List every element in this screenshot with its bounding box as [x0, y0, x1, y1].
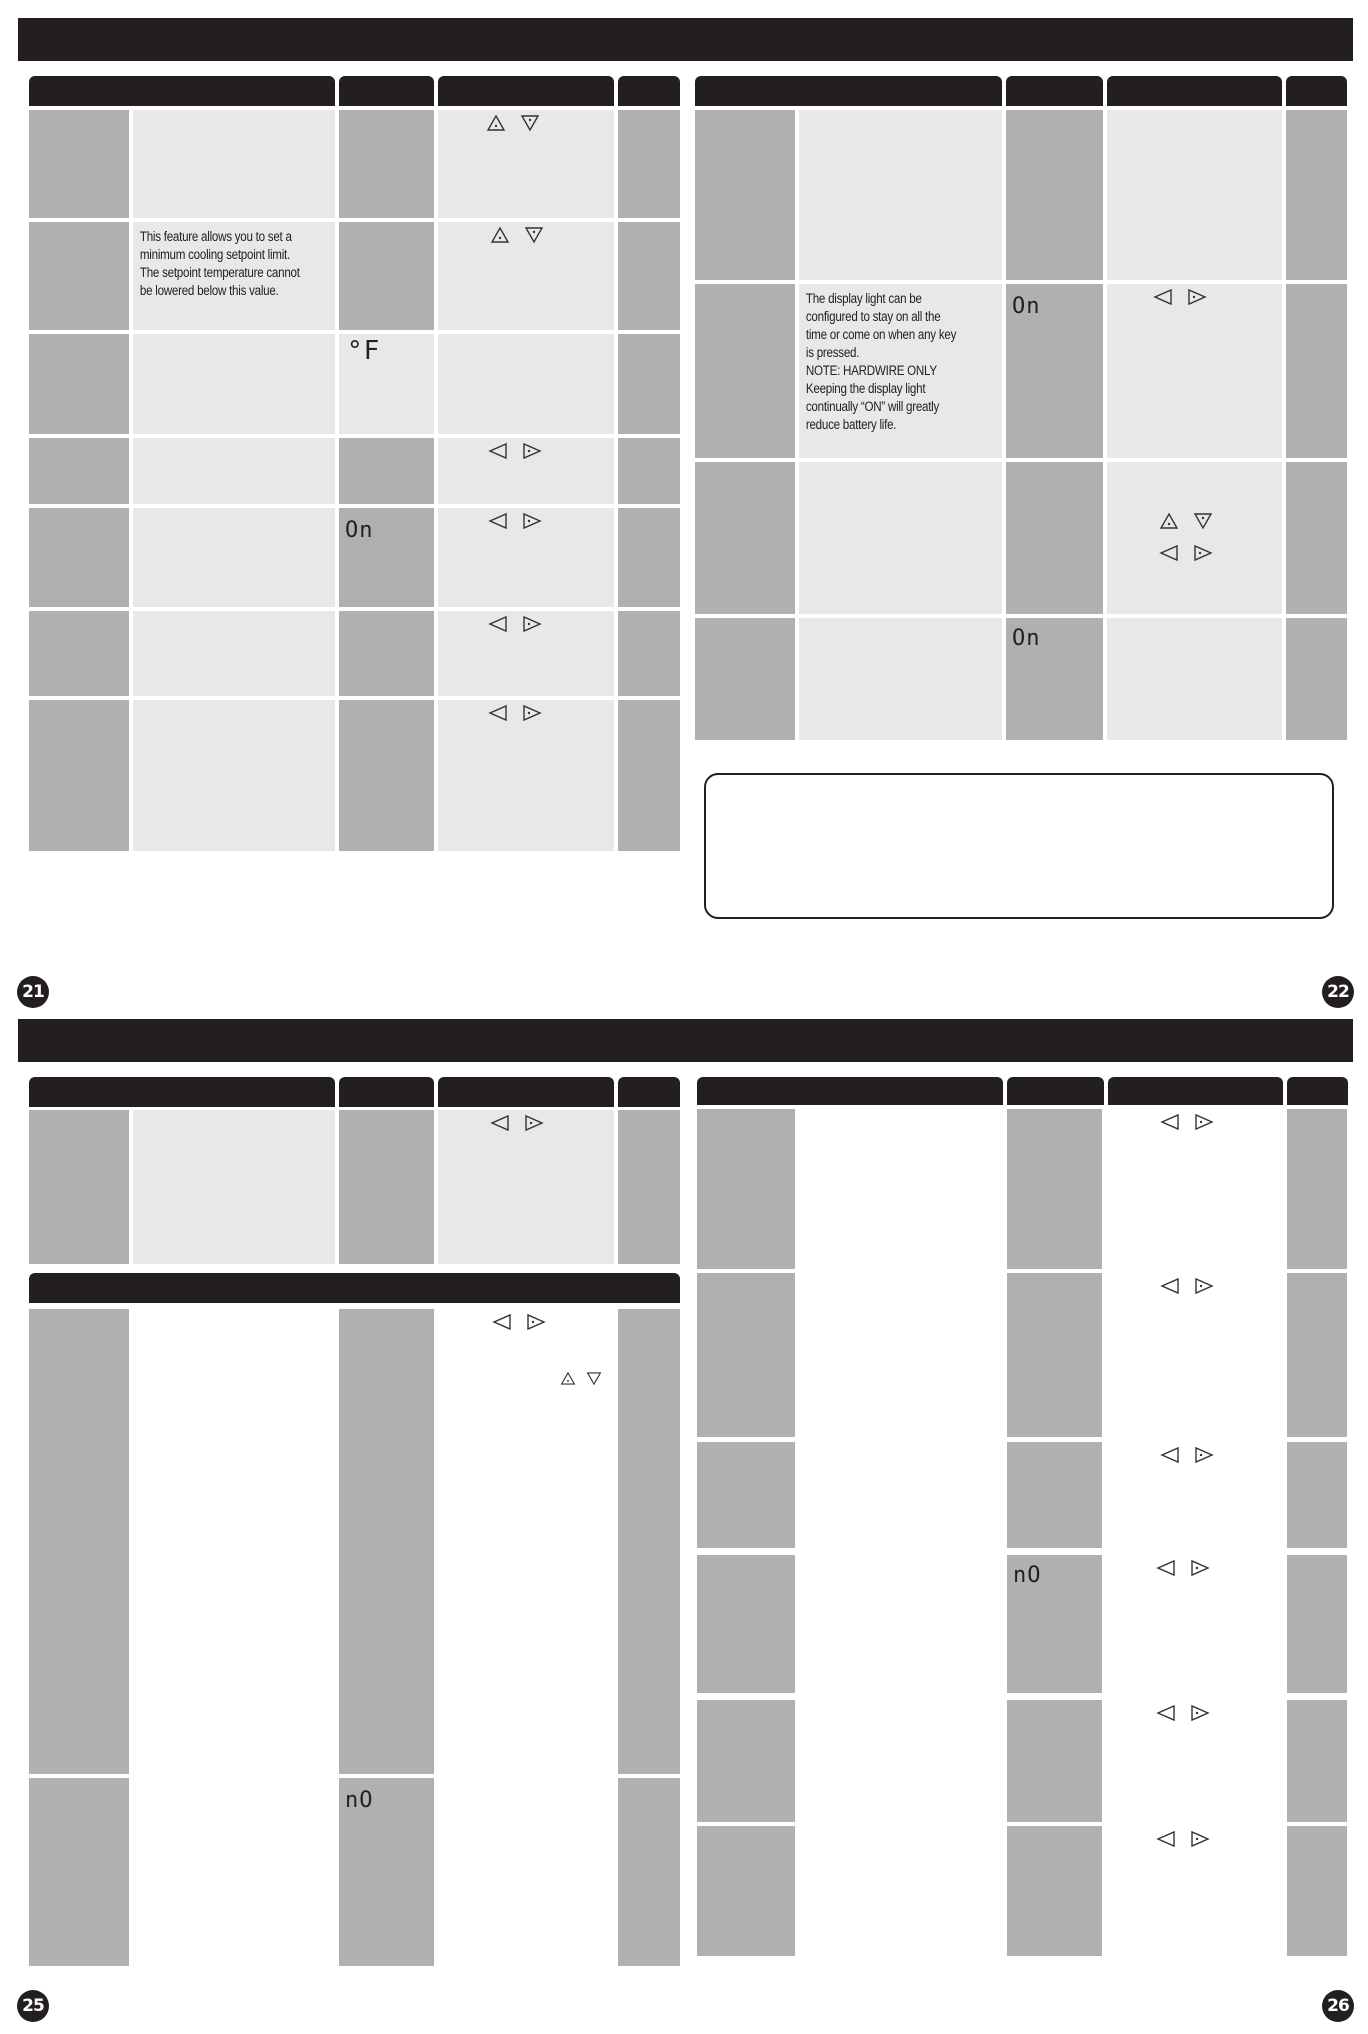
left-triangle-icon	[1159, 544, 1179, 562]
key-icons	[1159, 544, 1213, 562]
table-row-display	[339, 508, 434, 607]
table-header-col1	[695, 76, 1002, 106]
right-triangle-icon	[522, 704, 542, 722]
lcd-no: nO	[1013, 1563, 1042, 1588]
table-header-col2	[339, 76, 434, 106]
table-row-label	[695, 110, 795, 280]
right-triangle-icon	[522, 512, 542, 530]
key-icons	[1160, 1277, 1214, 1295]
key-icons	[488, 615, 542, 633]
left-triangle-icon	[490, 1114, 510, 1132]
table-row-label	[29, 110, 129, 218]
right-triangle-icon	[1187, 288, 1207, 306]
table-row-default	[1286, 284, 1347, 458]
table-row-display	[1006, 284, 1103, 458]
table-row-label	[697, 1442, 795, 1548]
lcd-no: nO	[345, 1788, 374, 1813]
table-row-default	[618, 438, 680, 504]
page-number: 22	[1322, 976, 1354, 1008]
table-row-display	[339, 222, 434, 330]
up-triangle-icon	[1159, 512, 1179, 530]
lcd-on: On	[1012, 294, 1041, 319]
table-header-col3	[438, 1077, 614, 1107]
table-row-label	[29, 1110, 129, 1264]
table-row-display	[1006, 462, 1103, 614]
up-triangle-icon	[486, 114, 506, 132]
table-row-display	[1006, 618, 1103, 740]
key-icons	[490, 1114, 544, 1132]
table-row-description	[133, 334, 335, 434]
bottom-title-band	[18, 1019, 1353, 1062]
table-row-display	[1007, 1555, 1102, 1693]
table-row-label	[695, 462, 795, 614]
section-header-bar	[29, 1273, 680, 1303]
left-triangle-icon	[488, 704, 508, 722]
right-triangle-icon	[524, 1114, 544, 1132]
display-light-description	[799, 284, 1011, 440]
key-icons	[492, 1313, 546, 1331]
table-row-description	[799, 618, 1002, 740]
table-row-default	[618, 222, 680, 330]
table-row-description	[133, 438, 335, 504]
table-row-display	[339, 700, 434, 851]
table-row-default	[1286, 618, 1347, 740]
table-row-default	[618, 700, 680, 851]
left-triangle-icon	[1156, 1704, 1176, 1722]
desc-line: is pressed.	[805, 345, 860, 360]
table-row-description	[799, 284, 1002, 458]
down-triangle-icon	[520, 114, 540, 132]
top-title-band	[18, 18, 1353, 61]
table-row-keys	[1107, 284, 1282, 458]
table-row-label	[29, 334, 129, 434]
page-number: 26	[1322, 1990, 1354, 2022]
key-icons	[488, 512, 542, 530]
table-row-keys	[1107, 462, 1282, 614]
table-row-label	[29, 438, 129, 504]
desc-line: time or come on when any key	[805, 327, 957, 342]
table-header-col1	[29, 76, 335, 106]
table-row-keys	[1107, 110, 1282, 280]
table-row-description	[133, 222, 335, 330]
table-row-label	[695, 618, 795, 740]
table-header-col2	[1006, 76, 1103, 106]
right-triangle-icon	[522, 442, 542, 460]
desc-line: NOTE: HARDWIRE ONLY	[805, 363, 937, 378]
table-header-col4	[618, 76, 680, 106]
key-icons	[488, 442, 542, 460]
right-triangle-icon	[1194, 1277, 1214, 1295]
table-header-col1	[697, 1077, 1003, 1105]
table-row-label	[697, 1826, 795, 1956]
table-row-label	[697, 1109, 795, 1269]
desc-line: reduce battery life.	[805, 417, 897, 432]
table-row-keys	[438, 1309, 614, 1774]
lcd-on: On	[1012, 626, 1041, 651]
table-row-display	[339, 1309, 434, 1774]
desc-line: Keeping the display light	[805, 381, 926, 396]
right-triangle-icon	[1194, 1446, 1214, 1464]
table-row-default	[618, 611, 680, 696]
lcd-on: On	[345, 518, 374, 543]
key-icons	[560, 1371, 602, 1386]
right-triangle-icon	[526, 1313, 546, 1331]
table-row-display	[339, 1110, 434, 1264]
table-row-label	[697, 1700, 795, 1822]
down-triangle-icon	[524, 226, 544, 244]
desc-line: The display light can be	[805, 291, 922, 306]
table-row-label	[697, 1555, 795, 1693]
key-icons	[1159, 512, 1213, 530]
key-icons	[1156, 1704, 1210, 1722]
table-row-display	[339, 1778, 434, 1966]
table-row-display	[1007, 1273, 1102, 1437]
right-triangle-icon	[1190, 1830, 1210, 1848]
table-row-display	[1006, 110, 1103, 280]
table-row-display	[339, 334, 434, 434]
table-row-default	[1286, 462, 1347, 614]
table-row-default	[618, 508, 680, 607]
table-row-label	[29, 700, 129, 851]
desc-line: configured to stay on all the	[805, 309, 941, 324]
table-row-keys	[438, 110, 614, 218]
table-row-default	[1287, 1555, 1347, 1693]
page-number: 21	[17, 976, 49, 1008]
left-triangle-icon	[488, 512, 508, 530]
table-row-keys	[438, 700, 614, 851]
table-header-col4	[1287, 1077, 1348, 1105]
table-row-description	[799, 462, 1002, 614]
table-row-label	[695, 284, 795, 458]
down-triangle-icon	[1193, 512, 1213, 530]
up-triangle-icon	[490, 226, 510, 244]
table-row-display	[339, 110, 434, 218]
table-row-display	[1007, 1826, 1102, 1956]
desc-line: minimum cooling setpoint limit.	[139, 247, 290, 262]
left-triangle-icon	[1160, 1277, 1180, 1295]
table-header-col3	[1108, 1077, 1283, 1105]
table-row-default	[1287, 1109, 1347, 1269]
table-header-col2	[339, 1077, 434, 1107]
table-row-description	[133, 508, 335, 607]
table-row-keys	[438, 222, 614, 330]
table-row-label	[29, 222, 129, 330]
table-header-col4	[618, 1077, 680, 1107]
lcd-degree-f: °F	[347, 336, 381, 366]
table-row-display	[339, 438, 434, 504]
left-triangle-icon	[1156, 1559, 1176, 1577]
table-row-default	[618, 334, 680, 434]
key-icons	[486, 114, 540, 132]
table-row-label	[697, 1273, 795, 1437]
table-row-keys	[438, 508, 614, 607]
table-header-col1	[29, 1077, 335, 1107]
table-header-col3	[438, 76, 614, 106]
table-row-keys	[438, 438, 614, 504]
table-row-keys	[438, 611, 614, 696]
table-row-display	[1007, 1109, 1102, 1269]
table-header-col3	[1107, 76, 1282, 106]
table-row-default	[618, 1110, 680, 1264]
right-triangle-icon	[1190, 1704, 1210, 1722]
table-row-default	[618, 1309, 680, 1774]
right-triangle-icon	[1193, 544, 1213, 562]
key-icons	[1156, 1559, 1210, 1577]
table-row-description	[133, 1110, 335, 1264]
table-row-default	[1287, 1273, 1347, 1437]
key-icons	[1153, 288, 1207, 306]
table-row-default	[618, 1778, 680, 1966]
table-row-keys	[1107, 618, 1282, 740]
table-row-default	[1286, 110, 1347, 280]
table-row-label	[29, 1309, 129, 1774]
table-row-label	[29, 1778, 129, 1966]
desc-line: be lowered below this value.	[139, 283, 279, 298]
left-triangle-icon	[1153, 288, 1173, 306]
table-row-label	[29, 508, 129, 607]
right-triangle-icon	[1190, 1559, 1210, 1577]
left-triangle-icon	[488, 615, 508, 633]
table-row-label	[29, 611, 129, 696]
table-row-description	[799, 110, 1002, 280]
left-triangle-icon	[1156, 1830, 1176, 1848]
table-row-keys	[438, 1110, 614, 1264]
table-row-default	[1287, 1826, 1347, 1956]
table-row-keys	[438, 334, 614, 434]
min-cool-setpoint-description	[133, 222, 345, 306]
table-row-display	[1007, 1700, 1102, 1822]
table-row-default	[1287, 1442, 1347, 1548]
key-icons	[1156, 1830, 1210, 1848]
right-triangle-icon	[1194, 1113, 1214, 1131]
table-row-display	[339, 611, 434, 696]
table-header-col2	[1007, 1077, 1104, 1105]
note-box	[704, 773, 1334, 919]
left-triangle-icon	[488, 442, 508, 460]
table-header-col4	[1286, 76, 1347, 106]
down-triangle-icon	[586, 1371, 602, 1386]
table-row-default	[618, 110, 680, 218]
page-number: 25	[17, 1990, 49, 2022]
key-icons	[1160, 1446, 1214, 1464]
desc-line: continually “ON” will greatly	[805, 399, 940, 414]
key-icons	[1160, 1113, 1214, 1131]
table-row-default	[1287, 1700, 1347, 1822]
desc-line: This feature allows you to set a	[139, 229, 292, 244]
up-triangle-icon	[560, 1371, 576, 1386]
left-triangle-icon	[492, 1313, 512, 1331]
table-row-display	[1007, 1442, 1102, 1548]
desc-line: The setpoint temperature cannot	[139, 265, 300, 280]
table-row-description	[133, 611, 335, 696]
left-triangle-icon	[1160, 1446, 1180, 1464]
left-triangle-icon	[1160, 1113, 1180, 1131]
right-triangle-icon	[522, 615, 542, 633]
table-row-description	[133, 110, 335, 218]
key-icons	[490, 226, 544, 244]
key-icons	[488, 704, 542, 722]
table-row-description	[133, 700, 335, 851]
